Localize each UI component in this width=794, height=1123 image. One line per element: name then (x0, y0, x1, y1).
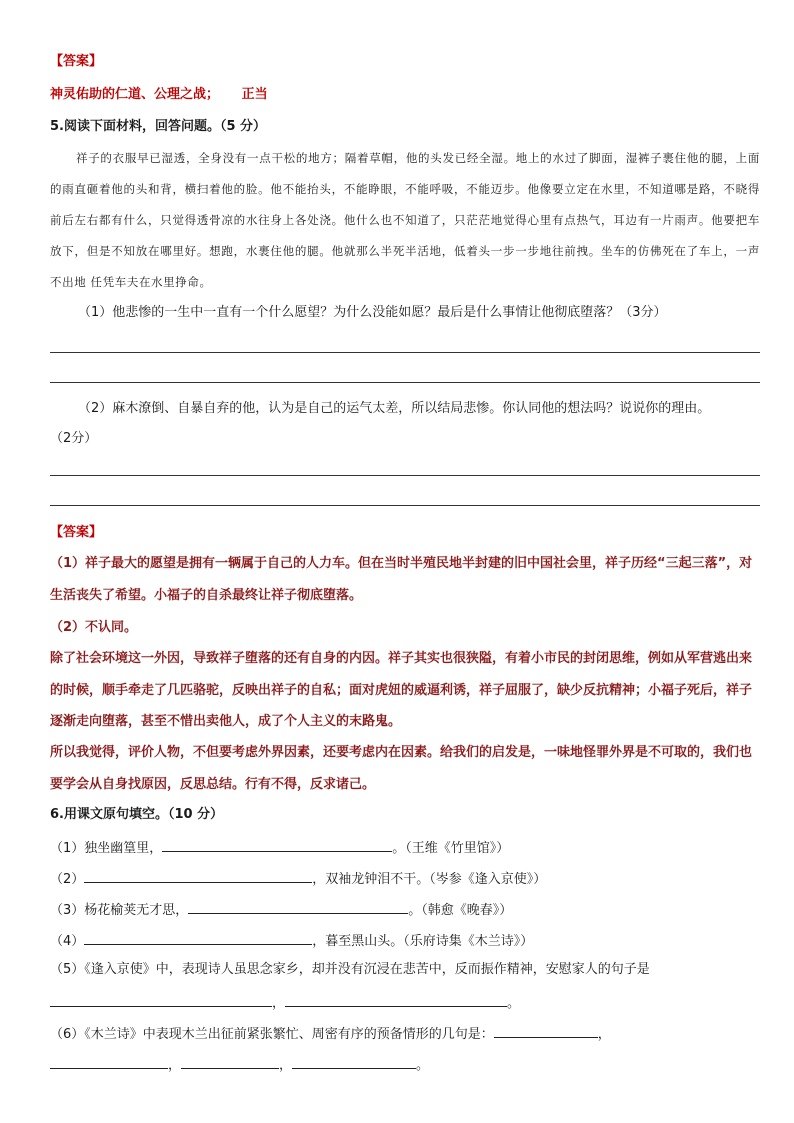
fill-blank[interactable] (84, 868, 312, 883)
fill-item-1-suffix: 。（王维《竹里馆》） (392, 841, 510, 856)
fill-blank[interactable] (285, 992, 507, 1007)
fill-item-6-end: 。 (416, 1058, 430, 1073)
fill-blank[interactable] (188, 899, 408, 914)
fill-item-3-suffix: 。（韩愈《晚春》） (408, 903, 513, 918)
answer-line[interactable] (50, 382, 760, 383)
fill-item-3 (50, 899, 512, 920)
answer-line[interactable] (50, 475, 760, 476)
fill-blank[interactable] (181, 1054, 279, 1069)
question-5-title: 5.阅读下面材料，回答问题。（5 分） (50, 119, 267, 134)
fill-item-5: （5）《逢入京使》中，表现诗人虽思念家乡，却并没有沉浸在悲苦中，反而振作精神，安慰家人的句子是 (50, 962, 650, 977)
answer-text-part2: 正当 (241, 87, 268, 102)
fill-item-6 (50, 1023, 611, 1044)
fill-item-6-prompt: （6）《木兰诗》中表现木兰出征前紧张繁忙、周密有序的预备情形的几句是： (50, 1027, 494, 1042)
fill-blank[interactable] (162, 837, 392, 852)
answer-5-part1: （1）祥子最大的愿望是拥有一辆属于自己的人力车。但在当时半殖民地半封建的旧中国社会里，祥子历经“三起三落”，对生活丧失了希望。小福子的自杀最终让祥子彻底堕落。 (50, 556, 753, 603)
fill-item-5-blanks (50, 992, 520, 1013)
answer-text (50, 86, 268, 104)
fill-item-6-separator-1: ， (168, 1058, 182, 1073)
fill-blank[interactable] (50, 992, 272, 1007)
fill-item-4-suffix: ，暮至黑山头。（乐府诗集《木兰诗》） (312, 934, 534, 949)
question-5-sub1: （1）他悲惨的一生中一直有一个什么愿望？为什么没能如愿？最后是什么事情让他彻底堕落？（3分） (78, 305, 667, 320)
question-5-sub2: （2）麻木潦倒、自暴自弃的他，认为是自己的运气太差，所以结局悲惨。你认同他的想法吗？说说你的理由。 (78, 401, 711, 416)
fill-item-6-blanks (50, 1054, 429, 1075)
fill-blank[interactable] (50, 1054, 168, 1069)
answer-5-part4: 所以我觉得，评价人物，不但要考虑外界因素，还要考虑内在因素。给我们的启发是，一味地怪罪外界是不可取的，我们也要学会从自身找原因，反思总结。行有不得，反求诸己。 (50, 745, 753, 792)
fill-item-5-separator: ， (272, 996, 286, 1011)
fill-item-5-end: 。 (507, 996, 521, 1011)
fill-item-6-separator-2: ， (279, 1058, 293, 1073)
fill-item-1-prefix: （1）独坐幽篁里， (50, 841, 163, 856)
fill-item-2-prefix: （2） (50, 872, 85, 887)
fill-item-2-suffix: ，双袖龙钟泪不干。（岑参《逢入京使》） (312, 872, 547, 887)
fill-blank[interactable] (292, 1054, 416, 1069)
fill-item-6-comma: ， (597, 1027, 611, 1042)
fill-item-4 (50, 930, 533, 951)
answer-text-part1: 神灵佑助的仁道、公理之战； (50, 87, 220, 102)
fill-blank[interactable] (84, 930, 312, 945)
question-6-title: 6.用课文原句填空。（10 分） (50, 807, 224, 822)
fill-item-4-prefix: （4） (50, 934, 85, 949)
reading-passage: 祥子的衣服早已湿透，全身没有一点干松的地方；隔着草帽，他的头发已经全湿。地上的水过了脚面，湿裤子裹住他的腿，上面的雨直砸着他的头和背，横扫着他的脸。他不能抬头，不能睁眼，不能呼吸，不能迈步。他像要立定在水里，不知道哪是路，不晓得前后左右都有什么，只觉得透骨凉的水往身上各处浇。他什么也不知道了，只茫茫地觉得心里有点热气，耳边有一片雨声。他要把车放下，但是不知放在哪里好。想跑，水裹住他的腿。他就那么半死半活地，低着头一步一步地往前拽。坐车的仿佛死在了车上，一声不出地 任凭车夫在水里挣命。 (50, 151, 760, 289)
fill-item-1 (50, 837, 509, 858)
answer-5-part2: （2）不认同。 (50, 620, 138, 635)
answer-tag: 【答案】 (50, 525, 103, 540)
question-5-sub2-points: （2分） (50, 431, 98, 446)
fill-item-3-prefix: （3）杨花榆荚无才思， (50, 903, 189, 918)
fill-blank[interactable] (494, 1023, 598, 1038)
answer-line[interactable] (50, 352, 760, 353)
fill-item-2 (50, 868, 546, 889)
answer-tag: 【答案】 (50, 54, 103, 69)
answer-5-part3: 除了社会环境这一外因，导致祥子堕落的还有自身的内因。祥子其实也很狭隘，有着小市民的封闭思维，例如从军营逃出来的时候，顺手牵走了几匹骆驼，反映出祥子的自私；面对虎妞的威逼利诱，祥子屈服了，缺少反抗精神；小福子死后，祥子逐渐走向堕落，甚至不惜出卖他人，成了个人主义的末路鬼。 (50, 651, 753, 729)
answer-line[interactable] (50, 505, 760, 506)
